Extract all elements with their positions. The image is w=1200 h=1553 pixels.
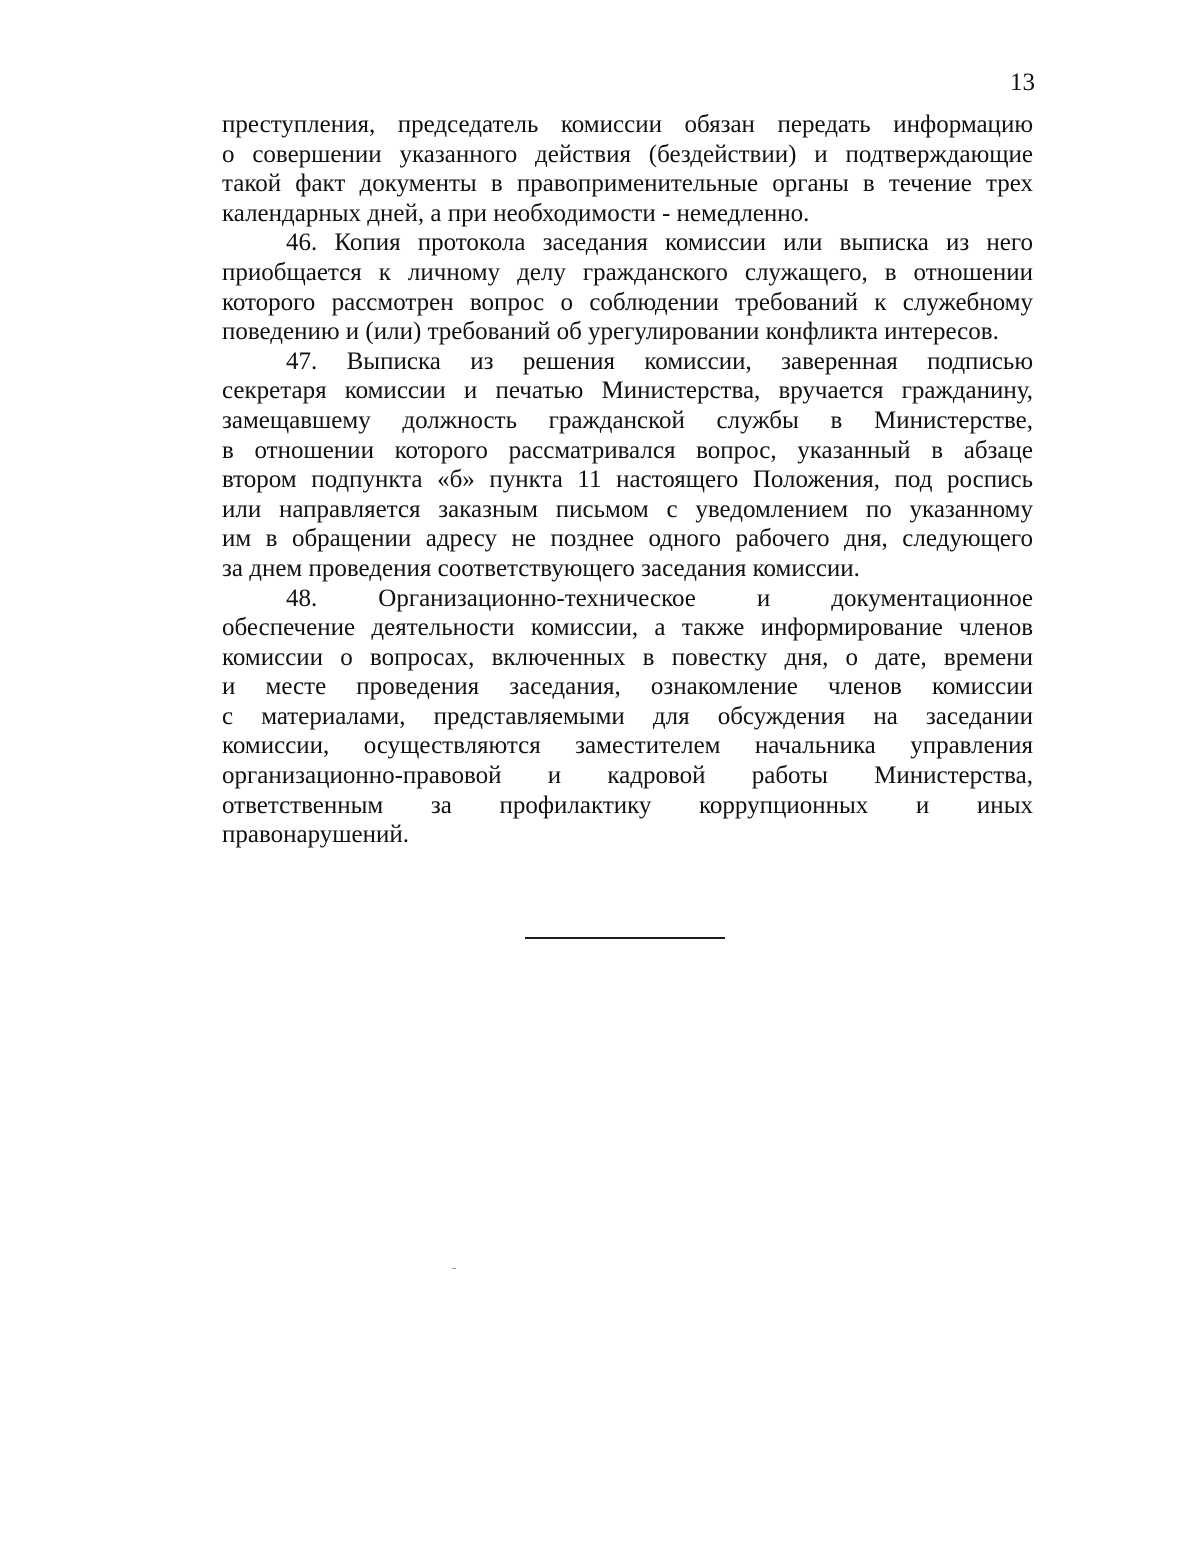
text-line: за днем проведения соответствующего заседания комиссии.: [222, 554, 860, 582]
text-line: приобщается к личному делу гражданского служащего, в отношении: [222, 258, 1033, 286]
text-line: 47. Выписка из решения комиссии, заверенная подписью: [286, 347, 1033, 375]
text-line: которого рассмотрен вопрос о соблюдении требований к служебному: [222, 288, 1033, 316]
page-number: 13: [1010, 69, 1035, 96]
text-line: такой факт документы в правоприменительные органы в течение трех: [222, 170, 1033, 198]
text-line: комиссии о вопросах, включенных в повестку дня, о дате, времени: [222, 643, 1033, 671]
end-of-document-rule: [525, 937, 725, 939]
text-line: секретаря комиссии и печатью Министерства, вручается гражданину,: [222, 377, 1033, 405]
text-line: и месте проведения заседания, ознакомление членов комиссии: [222, 673, 1033, 701]
text-line: правонарушений.: [222, 821, 409, 849]
paragraph-continuation: [222, 110, 1033, 228]
text-line: комиссии, осуществляются заместителем начальника управления: [222, 732, 1033, 760]
text-line: 46. Копия протокола заседания комиссии или выписка из него: [286, 229, 1033, 257]
text-line: ответственным за профилактику коррупционных и иных: [222, 791, 1033, 819]
text-line: организационно-правовой и кадровой работы Министерства,: [222, 762, 1033, 790]
text-line: им в обращении адресу не позднее одного рабочего дня, следующего: [222, 525, 1033, 553]
document-body: [222, 110, 1033, 850]
text-line: с материалами, представляемыми для обсуждения на заседании: [222, 702, 1033, 730]
text-line: преступления, председатель комиссии обязан передать информацию: [222, 111, 1033, 138]
paragraph-47: [222, 347, 1033, 584]
text-line: в отношении которого рассматривался вопрос, указанный в абзаце: [222, 436, 1033, 464]
paragraph-46: [222, 228, 1033, 346]
text-line: замещавшему должность гражданской службы в Министерстве,: [222, 406, 1033, 434]
text-line: обеспечение деятельности комиссии, а также информирование членов: [222, 614, 1033, 642]
scan-speck: [452, 1268, 456, 1269]
text-line: или направляется заказным письмом с уведомлением по указанному: [222, 495, 1033, 523]
text-line: о совершении указанного действия (бездействии) и подтверждающие: [222, 140, 1033, 168]
text-line: втором подпункта «б» пункта 11 настоящего Положения, под роспись: [222, 466, 1033, 494]
text-line: календарных дней, а при необходимости - немедленно.: [222, 199, 810, 227]
text-line: поведению и (или) требований об урегулировании конфликта интересов.: [222, 318, 999, 346]
text-line: 48. Организационно-техническое и документационное: [286, 584, 1033, 612]
paragraph-48: [222, 584, 1033, 850]
